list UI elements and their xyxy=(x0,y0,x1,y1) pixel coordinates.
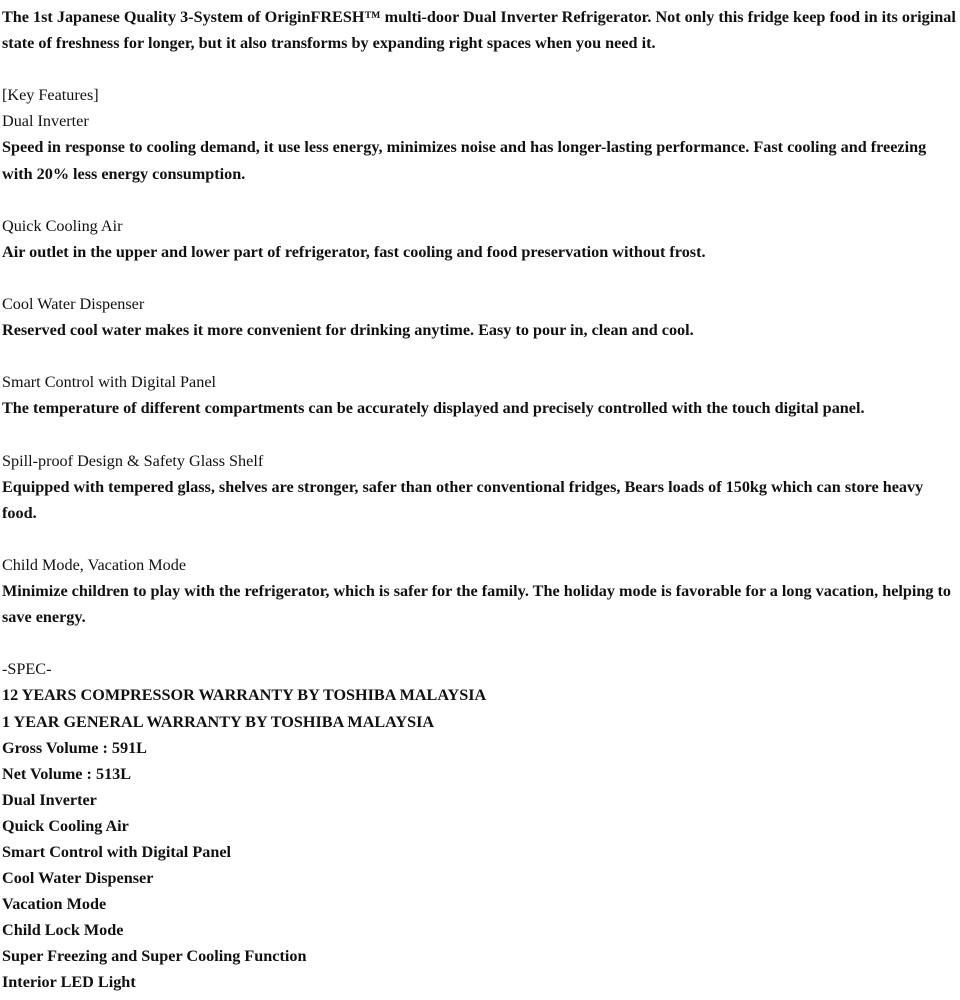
spec-item: Cool Water Dispenser xyxy=(2,869,154,888)
spec-item: Child Lock Mode xyxy=(2,921,124,940)
feature-smart-control xyxy=(2,369,960,421)
feature-dual-inverter xyxy=(2,108,960,186)
spacer xyxy=(2,526,960,552)
spec-item: Dual Inverter xyxy=(2,790,97,809)
spacer xyxy=(2,630,960,656)
spec-item: Super Freezing and Super Cooling Function xyxy=(2,947,307,966)
spacer xyxy=(2,265,960,291)
feature-title: Dual Inverter xyxy=(2,112,89,131)
feature-description: Air outlet in the upper and lower part of refrigerator, fast cooling and food preservation without frost. xyxy=(2,242,706,261)
feature-description: The temperature of different compartments can be accurately displayed and precisely controlled with the touch digital panel. xyxy=(2,399,865,418)
spec-item: Gross Volume : 591L xyxy=(2,738,147,757)
spec-item: Smart Control with Digital Panel xyxy=(2,843,232,861)
spacer xyxy=(2,343,960,369)
spacer xyxy=(2,422,960,448)
spec-item: 12 YEARS COMPRESSOR WARRANTY BY TOSHIBA MALAYSIA xyxy=(2,686,487,705)
feature-description: Equipped with tempered glass, shelves are stronger, safer than other conventional fridges, Bears loads of 150kg which can store heavy food. xyxy=(2,477,924,522)
feature-title: Smart Control with Digital Panel xyxy=(2,373,217,392)
feature-quick-cooling-air xyxy=(2,213,960,265)
feature-description: Speed in response to cooling demand, it use less energy, minimizes noise and has longer-lasting performance. Fast cooling and freezing with 20% less energy consumption. xyxy=(2,138,927,183)
spacer xyxy=(2,187,960,213)
feature-title: Quick Cooling Air xyxy=(2,216,123,235)
feature-cool-water-dispenser xyxy=(2,291,960,343)
spec-item: Interior LED Light xyxy=(2,973,136,992)
feature-description: Minimize children to play with the refrigerator, which is safer for the family. The holiday mode is favorable for a long vacation, helping to save energy. xyxy=(2,582,952,627)
intro-paragraph: The 1st Japanese Quality 3-System of OriginFRESH™ multi-door Dual Inverter Refrigerator. Not only this fridge keep food in its original state of freshness for longer, but it also transforms by expanding right spaces when you need it. xyxy=(2,8,956,53)
spec-item: Vacation Mode xyxy=(2,895,107,914)
spec-list xyxy=(2,682,960,995)
spec-item: Quick Cooling Air xyxy=(2,816,129,835)
feature-title: Cool Water Dispenser xyxy=(2,295,145,314)
product-description xyxy=(2,4,960,996)
feature-spill-proof-design xyxy=(2,448,960,526)
spec-heading: -SPEC- xyxy=(2,660,52,679)
feature-title: Spill-proof Design & Safety Glass Shelf xyxy=(2,451,264,470)
spacer xyxy=(2,56,960,82)
key-features-heading: [Key Features] xyxy=(2,86,99,105)
spec-item: 1 YEAR GENERAL WARRANTY BY TOSHIBA MALAYSIA xyxy=(2,712,435,731)
feature-title: Child Mode, Vacation Mode xyxy=(2,555,187,574)
spec-item: Net Volume : 513L xyxy=(2,764,132,783)
feature-child-vacation-mode xyxy=(2,552,960,630)
feature-description: Reserved cool water makes it more convenient for drinking anytime. Easy to pour in, clean and cool. xyxy=(2,321,694,340)
